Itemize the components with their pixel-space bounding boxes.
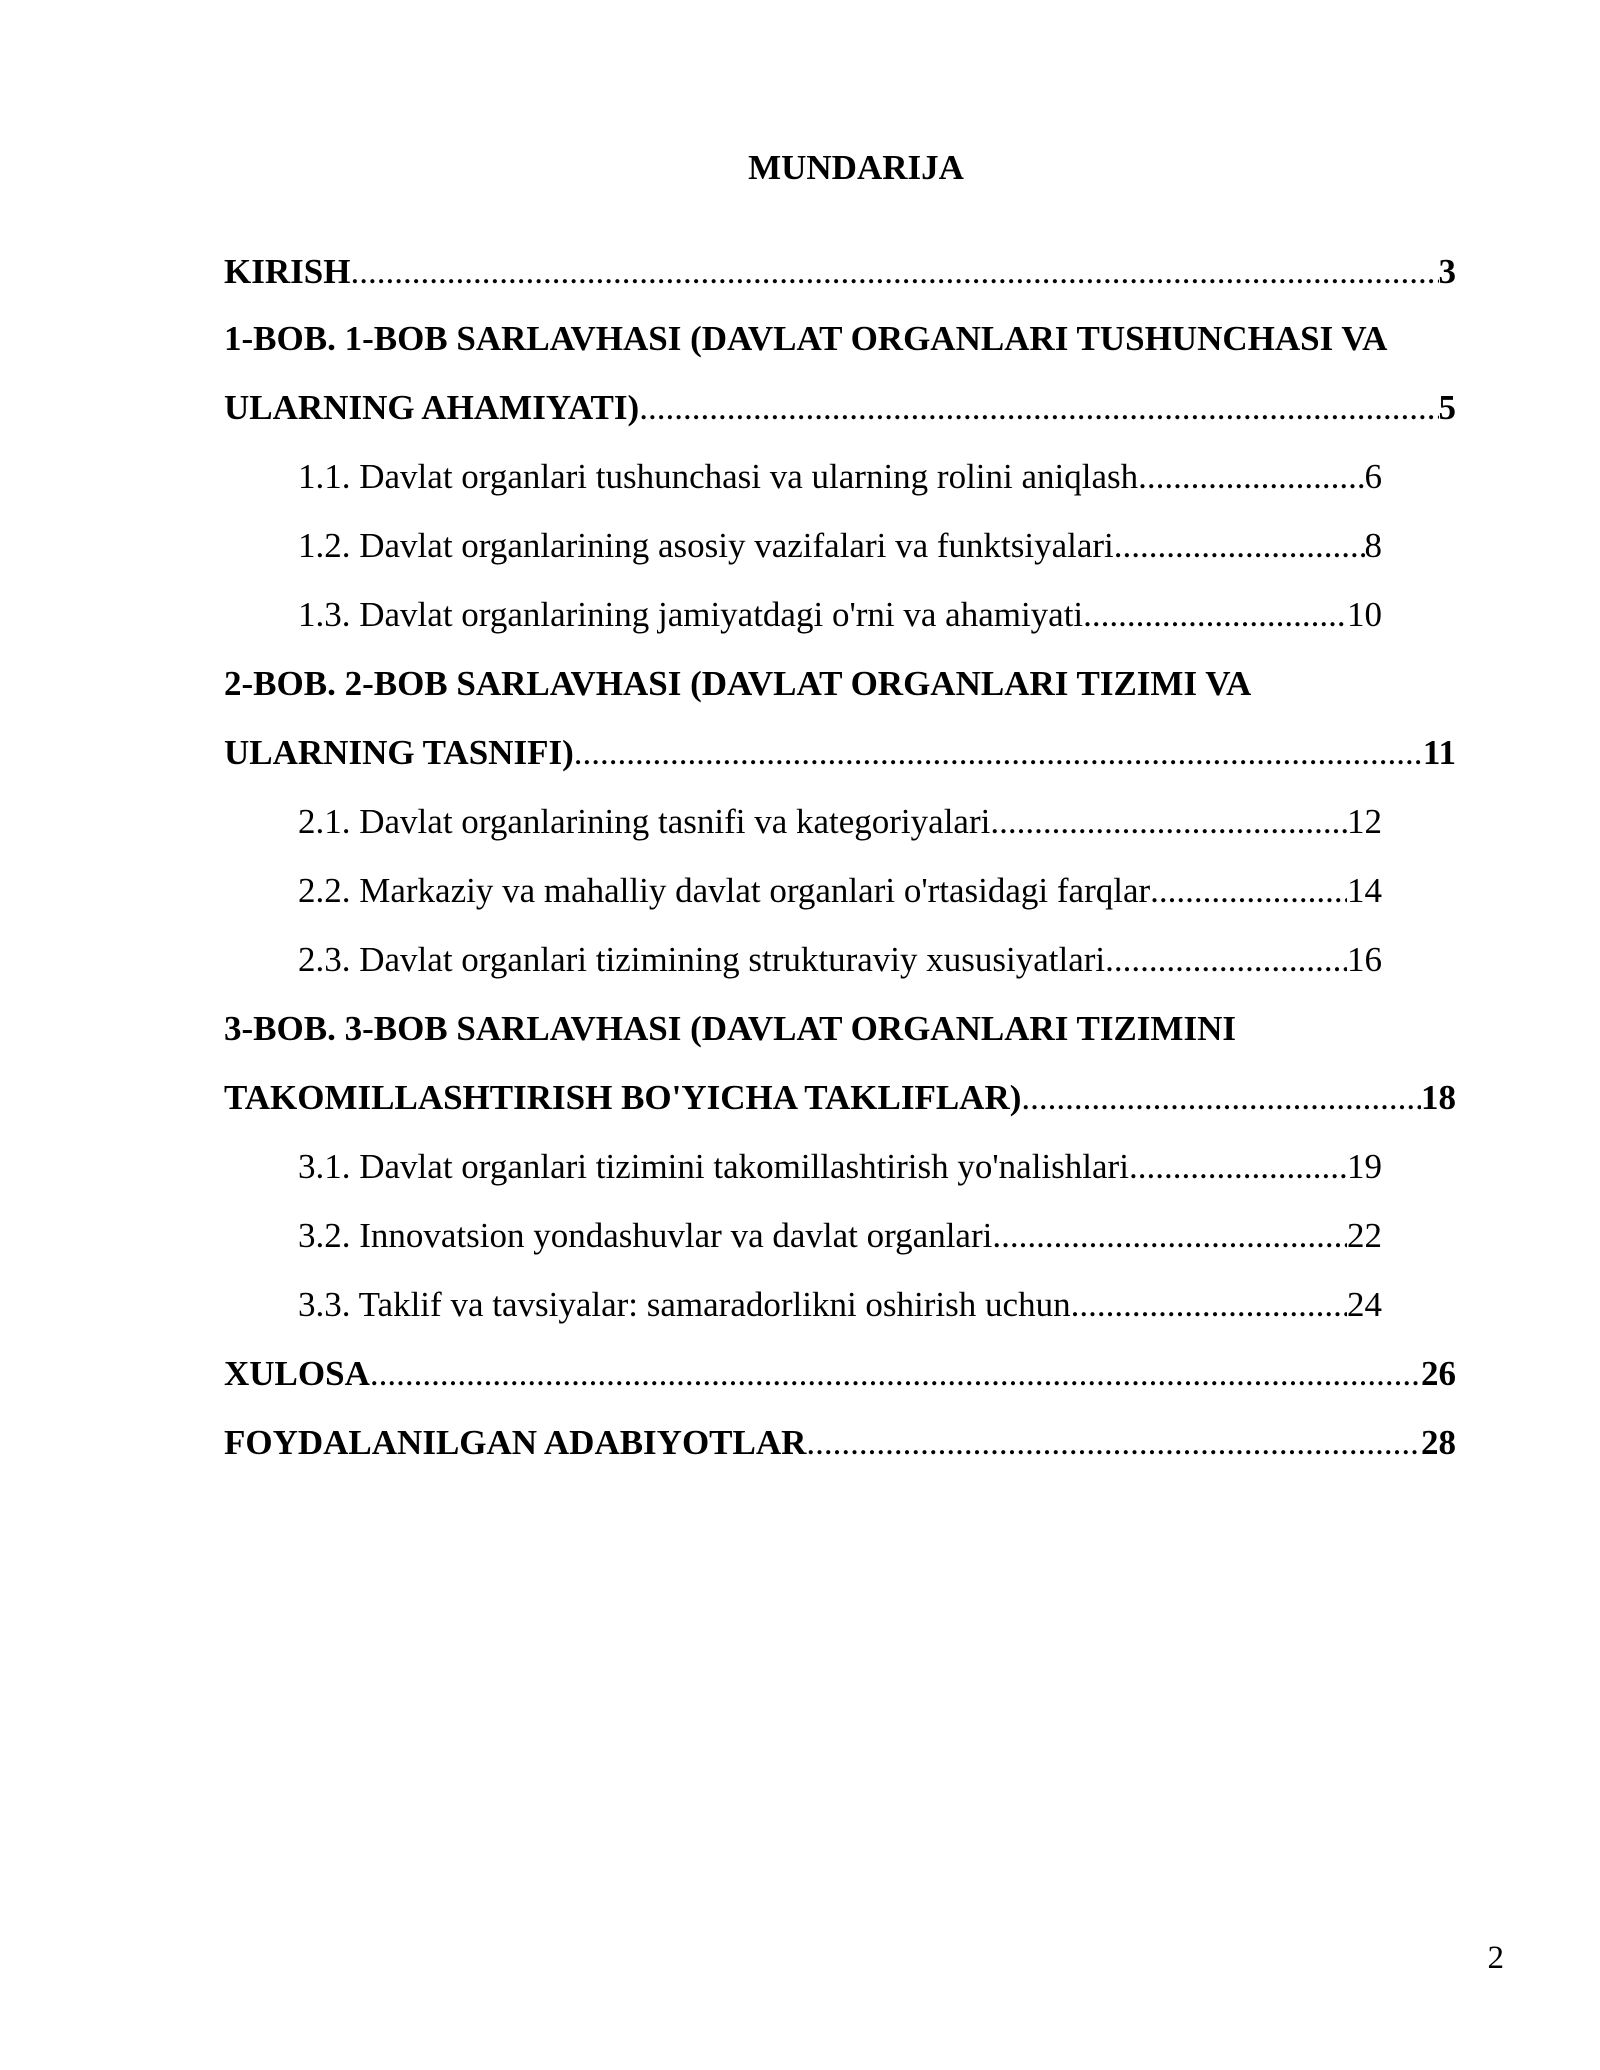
toc-chapter-entry [224,240,1456,304]
toc-chapter-entry [224,994,1456,1132]
toc-entry-line [298,1201,1382,1270]
toc-chapter-entry [224,1408,1456,1477]
toc-page-number: 19 [1347,1147,1382,1186]
toc-entry-line [298,787,1382,856]
toc-page-number: 5 [1438,388,1456,427]
page-number: 2 [1487,1940,1504,1976]
toc-page-number: 11 [1422,733,1456,772]
toc-page-number: 6 [1364,457,1382,496]
toc-dot-leader [1105,925,1347,994]
toc-entry-line [224,1339,1456,1408]
toc-page-number: 28 [1421,1423,1456,1462]
toc-page-number: 26 [1421,1354,1456,1393]
toc-entry-line [298,925,1382,994]
toc-section-entry [224,442,1382,511]
toc-dot-leader [370,1339,1421,1408]
toc-dot-leader [992,1201,1347,1270]
toc-dot-leader [1114,511,1365,580]
toc-entry-label: ULARNING TASNIFI) [224,733,574,772]
toc-dot-leader [639,373,1438,442]
toc-entry-line [224,718,1456,787]
toc-entry-label: ULARNING AHAMIYATI) [224,388,640,427]
toc-section-entry [224,856,1382,925]
toc-entry-label: 1.1. Davlat organlari tushunchasi va ularning rolini aniqlash [298,457,1139,496]
toc-entry-label: 3.1. Davlat organlari tizimini takomillashtirish yo'nalishlari [298,1147,1129,1186]
toc-dot-leader [806,1408,1421,1477]
toc-entry-label: FOYDALANILGAN ADABIYOTLAR [224,1423,807,1462]
toc-entry-line [224,994,1456,1063]
toc-chapter-entry [224,304,1456,442]
toc-entry-label: KIRISH [224,252,351,291]
toc-dot-leader [1138,442,1364,511]
toc-entry-label: 3.2. Innovatsion yondashuvlar va davlat organlari [298,1216,993,1255]
toc-entry-line [224,1063,1456,1132]
table-of-contents [224,240,1456,1477]
toc-entry-line [298,511,1382,580]
toc-page-number: 12 [1347,802,1382,841]
toc-entry-label: 2-BOB. 2-BOB SARLAVHASI (DAVLAT ORGANLARI TIZIMI VA [224,664,1252,703]
toc-page-number: 8 [1364,526,1382,565]
toc-entry-line [224,240,1456,304]
toc-entry-label: TAKOMILLASHTIRISH BO'YICHA TAKLIFLAR) [224,1078,1022,1117]
toc-dot-leader [990,787,1347,856]
toc-page-number: 18 [1421,1078,1456,1117]
toc-page-number: 16 [1347,940,1382,979]
toc-chapter-entry [224,1339,1456,1408]
toc-section-entry [224,1270,1382,1339]
toc-dot-leader [1071,1270,1347,1339]
toc-entry-label: 2.3. Davlat organlari tizimining strukturaviy xususiyatlari [298,940,1106,979]
toc-dot-leader [574,718,1423,787]
toc-entry-line [298,1270,1382,1339]
toc-dot-leader [1021,1063,1421,1132]
toc-dot-leader [1083,580,1347,649]
toc-entry-line [298,1132,1382,1201]
toc-entry-line [298,856,1382,925]
toc-entry-line [298,442,1382,511]
toc-dot-leader [350,240,1438,304]
toc-entry-label: 1.3. Davlat organlarining jamiyatdagi o'rni va ahamiyati [298,595,1084,634]
toc-page-number: 14 [1347,871,1382,910]
toc-section-entry [224,511,1382,580]
toc-entry-label: 1.2. Davlat organlarining asosiy vazifalari va funktsiyalari [298,526,1114,565]
toc-page-number: 22 [1347,1216,1382,1255]
toc-section-entry [224,1201,1382,1270]
toc-section-entry [224,580,1382,649]
toc-dot-leader [1150,856,1347,925]
toc-page-number: 10 [1347,595,1382,634]
toc-section-entry [224,787,1382,856]
toc-entry-label: 2.2. Markaziy va mahalliy davlat organlari o'rtasidagi farqlar [298,871,1151,910]
toc-entry-label: 1-BOB. 1-BOB SARLAVHASI (DAVLAT ORGANLARI TUSHUNCHASI VA [224,319,1388,358]
toc-page-number: 3 [1438,252,1456,291]
toc-entry-label: 2.1. Davlat organlarining tasnifi va kategoriyalari [298,802,991,841]
toc-section-entry [224,1132,1382,1201]
page-title: MUNDARIJA [748,148,964,187]
toc-entry-line [224,649,1456,718]
toc-entry-line [224,304,1456,373]
toc-dot-leader [1129,1132,1347,1201]
toc-section-entry [224,925,1382,994]
toc-chapter-entry [224,649,1456,787]
toc-page-number: 24 [1347,1285,1382,1324]
toc-entry-line [224,1408,1456,1477]
toc-entry-label: 3.3. Taklif va tavsiyalar: samaradorlikni oshirish uchun [298,1285,1071,1324]
toc-entry-line [298,580,1382,649]
toc-entry-line [224,373,1456,442]
toc-entry-label: XULOSA [224,1354,370,1393]
toc-entry-label: 3-BOB. 3-BOB SARLAVHASI (DAVLAT ORGANLARI TIZIMINI [224,1009,1236,1048]
